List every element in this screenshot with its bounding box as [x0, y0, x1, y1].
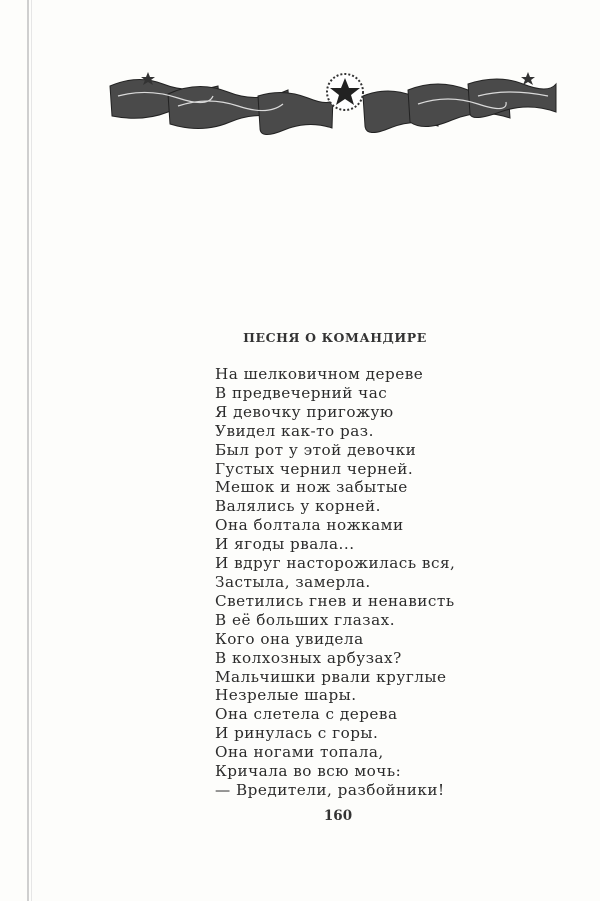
poem-line: — Вредители, разбойники!	[215, 780, 445, 799]
poem-line: Светились гнев и ненависть	[215, 591, 455, 610]
poem-line: И ринулась с горы.	[215, 724, 379, 743]
page-number: 160	[323, 808, 353, 824]
poem-line: В её больших глазах.	[215, 610, 396, 629]
poem-line: Густых чернил черней.	[215, 459, 414, 478]
page-edge	[27, 0, 29, 901]
poem-line: Мешок и нож забытые	[215, 478, 408, 497]
poem-line: В колхозных арбузах?	[215, 648, 402, 667]
poem-line: Я девочку пригожую	[215, 402, 394, 421]
poem-line: Мальчишки рвали круглые	[215, 667, 447, 686]
poem-line: Кричала во всю мочь:	[215, 762, 402, 781]
poem-line: Незрелые шары.	[215, 686, 357, 705]
poem-line: На шелковичном дереве	[215, 365, 424, 383]
poem-line: Она слетела с дерева	[215, 705, 398, 724]
poem-body	[215, 365, 455, 800]
poem-line: В предвечерний час	[215, 383, 388, 402]
poem-line: И вдруг насторожилась вся,	[215, 554, 456, 573]
poem-line: Валялись у корней.	[215, 497, 381, 516]
poem-line: Кого она увидела	[215, 629, 364, 648]
flags-and-star-banner-icon	[108, 66, 558, 142]
poem-line: Был рот у этой девочки	[215, 440, 417, 459]
poem-line: И ягоды рвала...	[215, 535, 355, 554]
poem-line: Она ногами топала,	[215, 743, 384, 762]
poem-title: ПЕСНЯ О КОМАНДИРЕ	[243, 330, 427, 345]
poem-line: Застыла, замерла.	[215, 572, 371, 591]
poem-line: Она болтала ножками	[215, 516, 404, 535]
poem-line: Увидел как-то раз.	[215, 421, 374, 440]
page-edge-shadow	[31, 0, 32, 901]
